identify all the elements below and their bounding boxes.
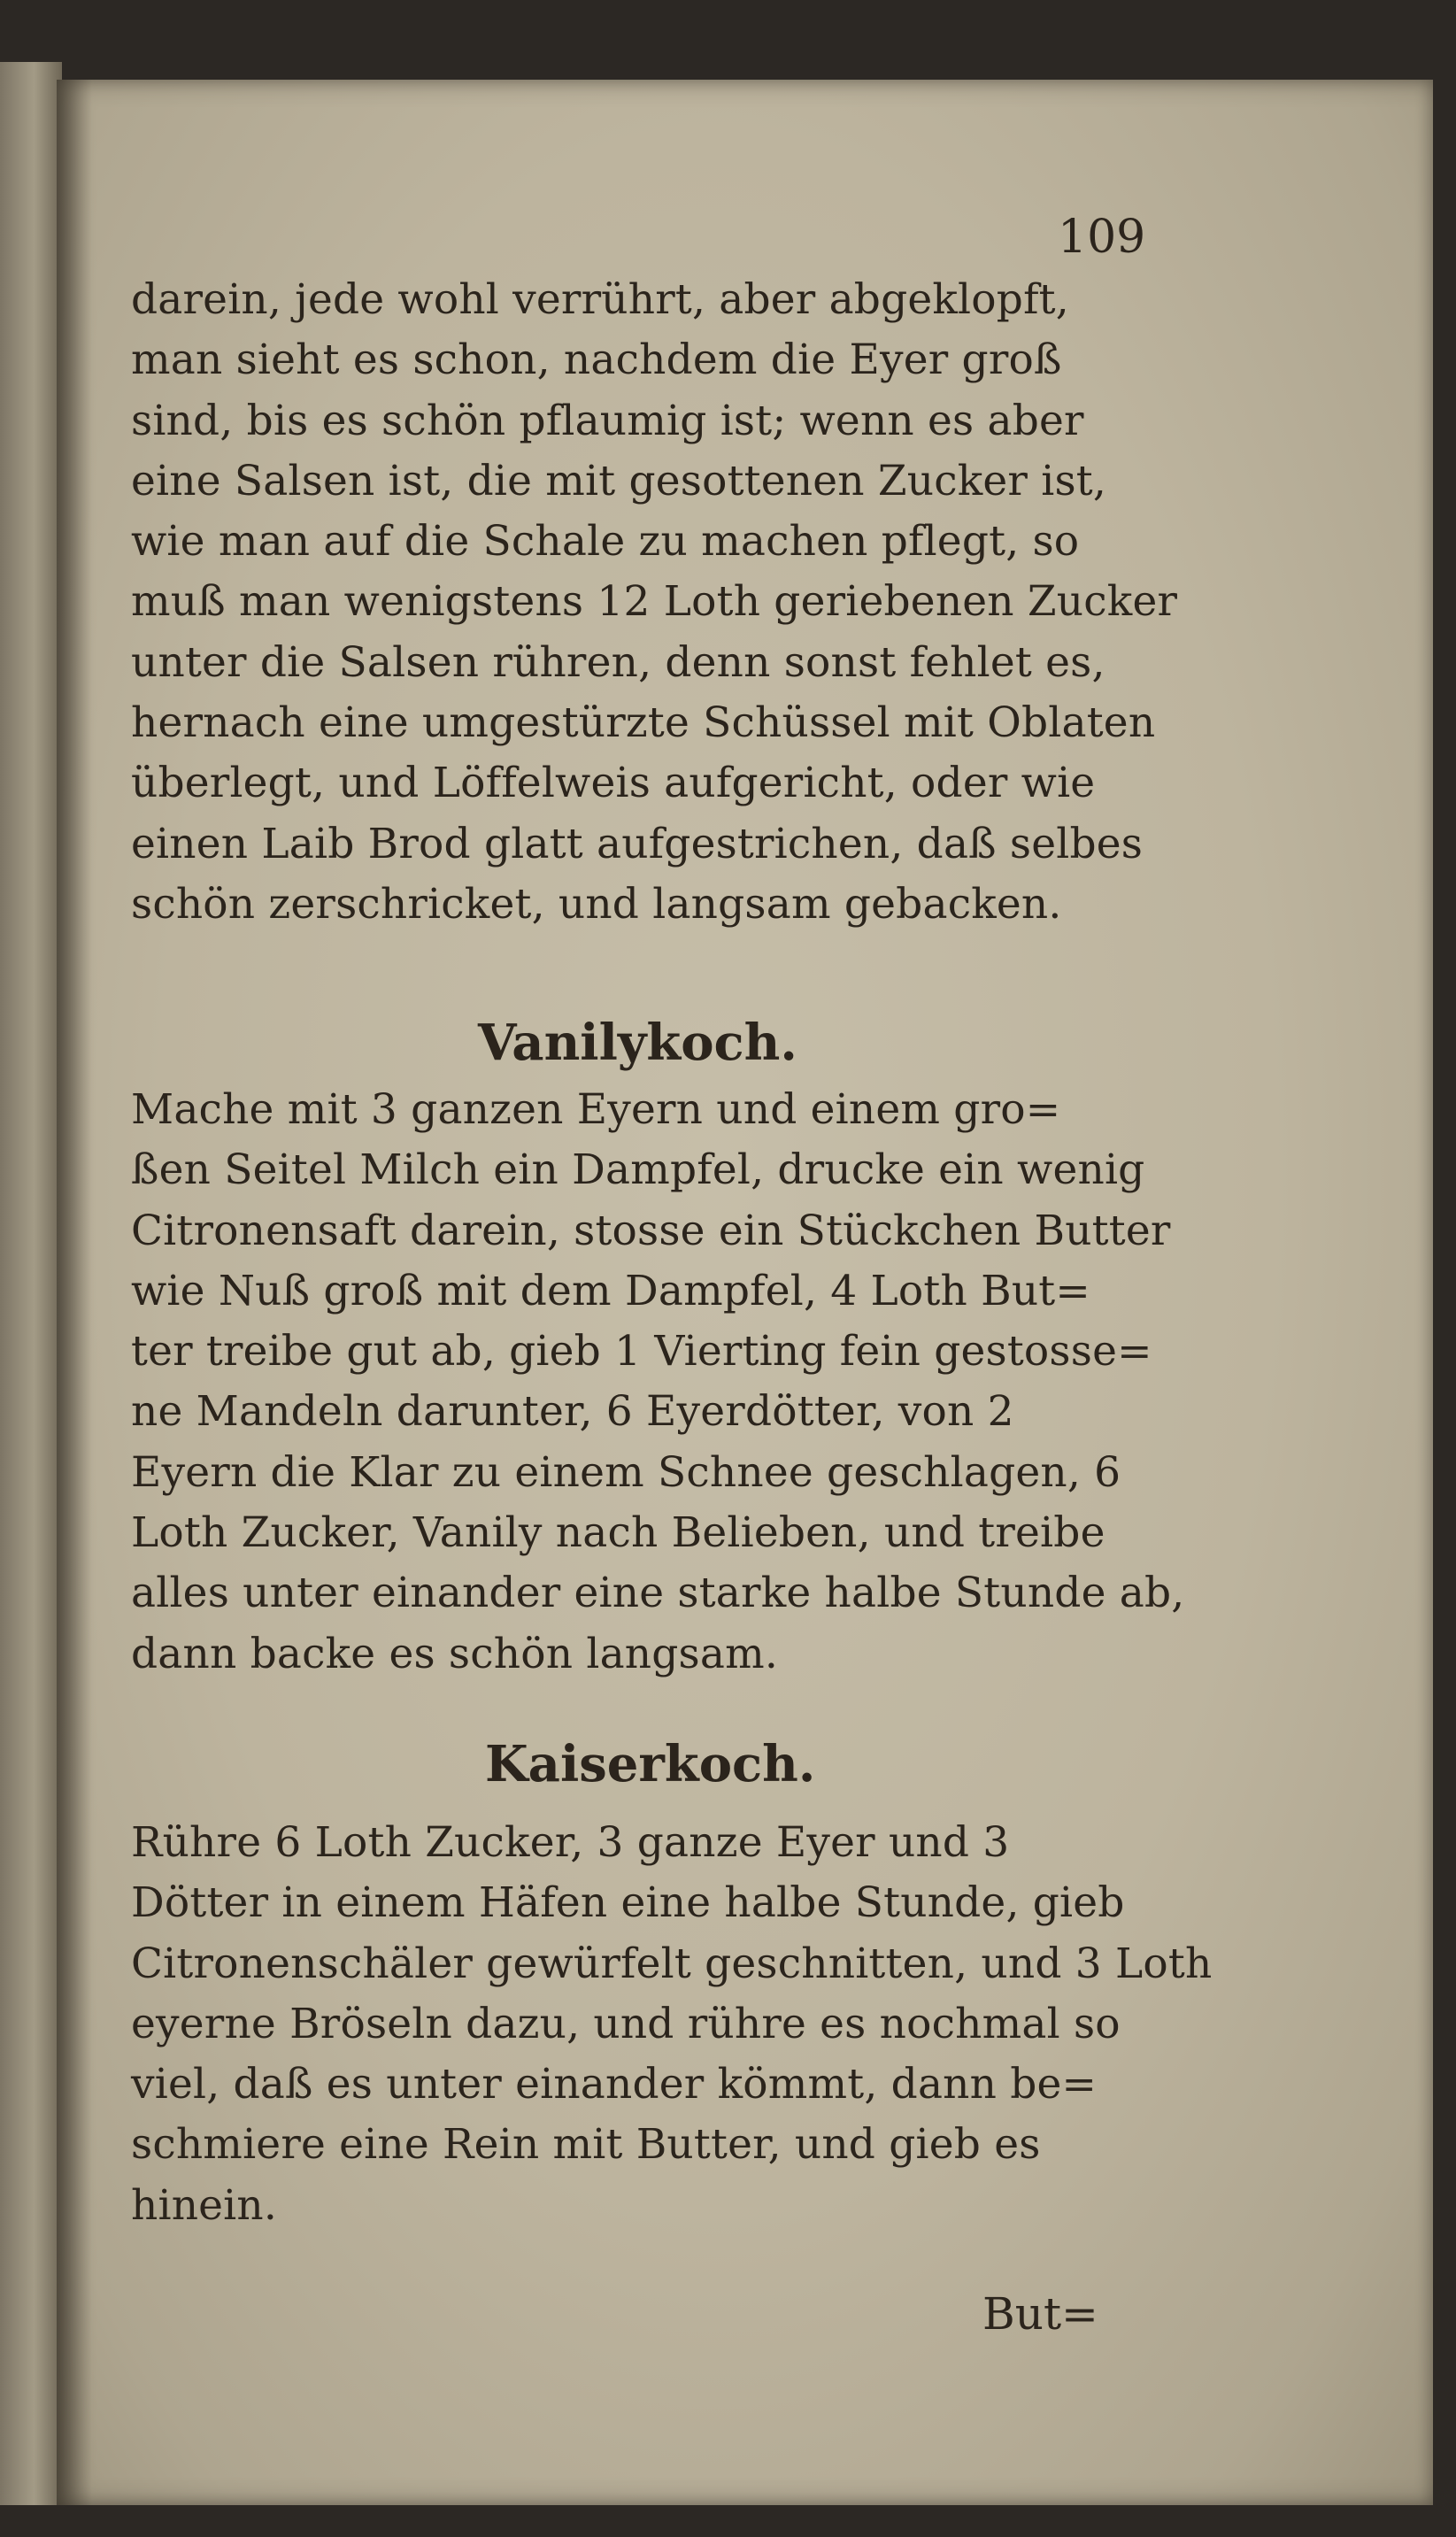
page-gutter-shadow [57,80,92,2505]
text-line: Citronensaft darein, stosse ein Stückchen Butter [131,1206,1171,1255]
facing-page-edge [0,62,62,2505]
text-line: Citronenschäler gewürfelt geschnitten, und 3 Loth [131,1939,1213,1988]
text-line: schmiere eine Rein mit Butter, und gieb es [131,2120,1041,2170]
text-line: muß man wenigstens 12 Loth geriebenen Zucker [131,577,1178,627]
text-line: einen Laib Brod glatt aufgestrichen, daß selbes [131,819,1144,868]
text-line: viel, daß es unter einander kömmt, dann be= [131,2060,1098,2109]
text-line: schön zerschricket, und langsam gebacken. [131,879,1062,929]
catchword: But= [982,2288,1098,2340]
text-line: sind, bis es schön pflaumig ist; wenn es aber [131,396,1084,445]
text-line: eyerne Bröseln dazu, und rühre es nochmal so [131,1999,1121,2048]
text-line: man sieht es schon, nachdem die Eyer groß [131,335,1062,385]
text-line: Rühre 6 Loth Zucker, 3 ganze Eyer und 3 [131,1818,1010,1867]
intro-paragraph [131,270,1180,935]
page-number: 109 [1058,211,1146,264]
text-line: alles unter einander eine starke halbe Stunde ab, [131,1569,1185,1618]
text-line: unter die Salsen rühren, denn sonst fehlet es, [131,637,1105,687]
recipe-heading-vanilykoch: Vanilykoch. [478,1014,797,1072]
text-line: Dötter in einem Häfen eine halbe Stunde, gieb [131,1878,1125,1928]
text-line: Mache mit 3 ganzen Eyern und einem gro= [131,1085,1061,1134]
text-line: ßen Seitel Milch ein Dampfel, drucke ein wenig [131,1145,1145,1195]
text-line: Eyern die Klar zu einem Schnee geschlagen, 6 [131,1447,1121,1497]
text-line: dann backe es schön langsam. [131,1629,779,1678]
text-line: Loth Zucker, Vanily nach Belieben, und treibe [131,1508,1105,1558]
recipe-body-vanilykoch [131,1080,1185,1685]
recipe-heading-kaiserkoch: Kaiserkoch. [485,1735,816,1793]
recipe-body-kaiserkoch [131,1813,1213,2236]
text-line: hinein. [131,2180,278,2230]
text-line: hernach eine umgestürzte Schüssel mit Oblaten [131,698,1156,748]
text-line: überlegt, und Löffelweis aufgericht, oder wie [131,759,1096,808]
text-line: eine Salsen ist, die mit gesottenen Zucker ist, [131,456,1107,505]
text-line: wie Nuß groß mit dem Dampfel, 4 Loth But= [131,1266,1090,1315]
text-line: wie man auf die Schale zu machen pflegt, so [131,517,1080,567]
text-line: ne Mandeln darunter, 6 Eyerdötter, von 2 [131,1387,1014,1437]
text-line: ter treibe gut ab, gieb 1 Vierting fein gestosse= [131,1327,1152,1376]
text-line: darein, jede wohl verrührt, aber abgeklopft, [131,275,1069,324]
